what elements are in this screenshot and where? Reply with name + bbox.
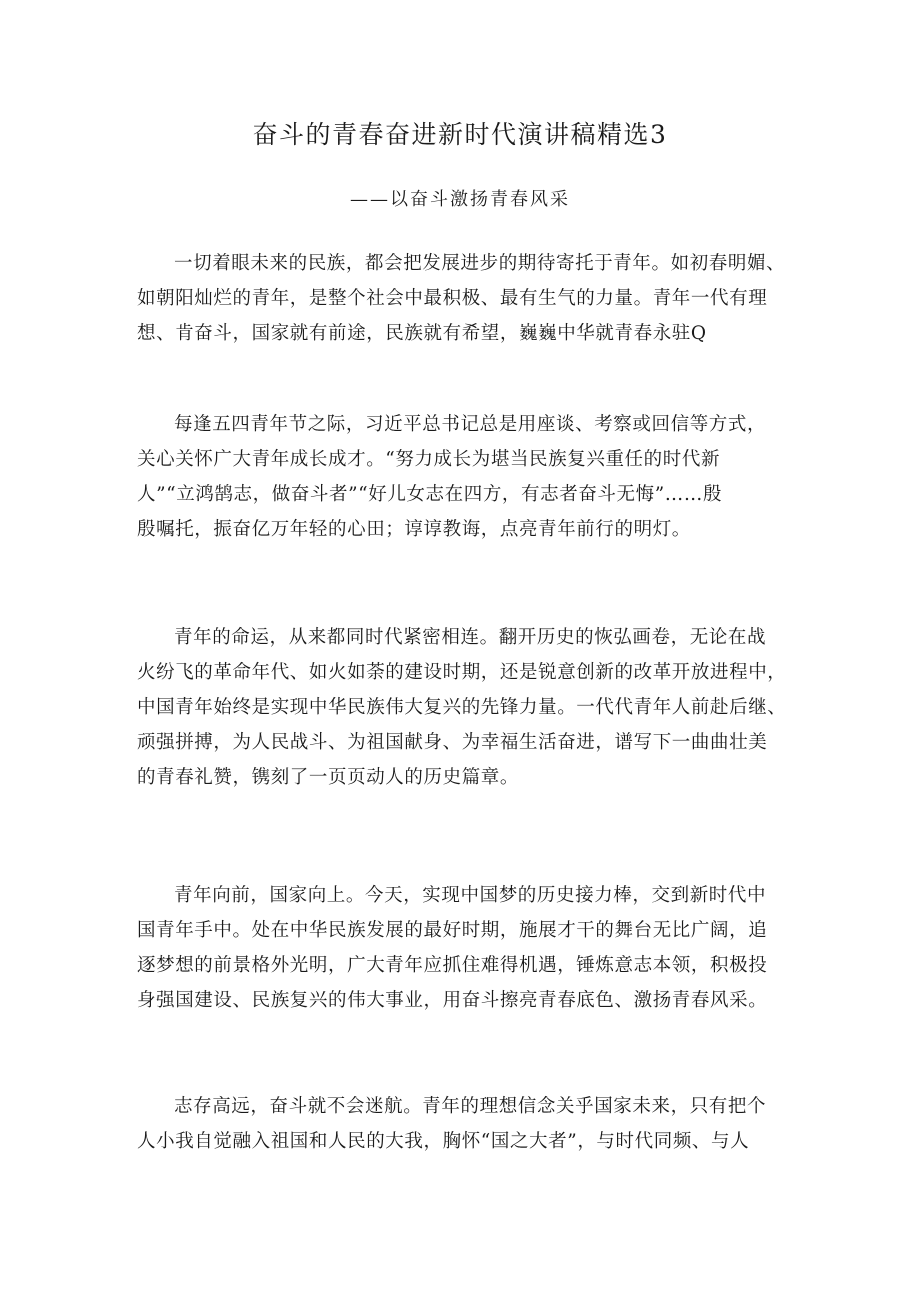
- paragraph-line: 人小我自觉融入祖国和人民的大我，胸怀“国之大者”，与时代同频、与人: [137, 1131, 750, 1152]
- paragraph-line: 国青年手中。处在中华民族发展的最好时期，施展才干的舞台无比广阔，追: [137, 920, 768, 941]
- paragraph-line: 中国青年始终是实现中华民族伟大复兴的先锋力量。一代代青年人前赴后继、: [137, 697, 787, 718]
- paragraph-line: 青年的命运，从来都同时代紧密相连。翻开历史的恢弘画卷，无论在战: [174, 627, 767, 648]
- paragraph-4: [137, 878, 797, 1018]
- paragraph-line: 身强国建设、民族复兴的伟大事业，用奋斗擦亮青春底色、激扬青春风采。: [137, 990, 768, 1011]
- paragraph-line: 人”“立鸿鹄志，做奋斗者”“好儿女志在四方，有志者奋斗无悔”……殷: [137, 484, 723, 505]
- paragraph-line: 青年向前，国家向上。今天，实现中国梦的历史接力棒，交到新时代中: [174, 885, 767, 906]
- paragraph-2: [137, 407, 797, 547]
- paragraph-5: [137, 1089, 797, 1159]
- document-title: 奋斗的青春奋进新时代演讲稿精选3: [252, 120, 668, 149]
- paragraph-line: 一切着眼未来的民族，都会把发展进步的期待寄托于青年。如初春明媚、: [174, 253, 786, 274]
- paragraph-line: 的青春礼赞，镌刻了一页页动人的历史篇章。: [137, 767, 520, 788]
- document-subtitle: ——以奋斗激扬青春风采: [350, 189, 570, 210]
- paragraph-3: [137, 620, 797, 795]
- paragraph-line: 志存高远，奋斗就不会迷航。青年的理想信念关乎国家未来，只有把个: [174, 1096, 767, 1117]
- paragraph-line: 每逢五四青年节之际，习近平总书记总是用座谈、考察或回信等方式，: [174, 414, 767, 435]
- paragraph-line: 火纷飞的革命年代、如火如荼的建设时期，还是锐意创新的改革开放进程中，: [137, 662, 787, 683]
- paragraph-1: [137, 246, 797, 351]
- paragraph-line: 殷嘱托，振奋亿万年轻的心田；谆谆教诲，点亮青年前行的明灯。: [137, 519, 691, 540]
- paragraph-line: 如朝阳灿烂的青年，是整个社会中最积极、最有生气的力量。青年一代有理: [137, 288, 768, 309]
- paragraph-line: 顽强拼搏，为人民战斗、为祖国献身、为幸福生活奋进，谱写下一曲曲壮美: [137, 732, 768, 753]
- paragraph-line: 关心关怀广大青年成长成才。“努力成长为堪当民族复兴重任的时代新: [137, 449, 721, 470]
- paragraph-line: 逐梦想的前景格外光明，广大青年应抓住难得机遇，锤炼意志本领，积极投: [137, 955, 768, 976]
- paragraph-line: 想、肯奋斗，国家就有前途，民族就有希望，巍巍中华就青春永驻Q: [137, 323, 707, 344]
